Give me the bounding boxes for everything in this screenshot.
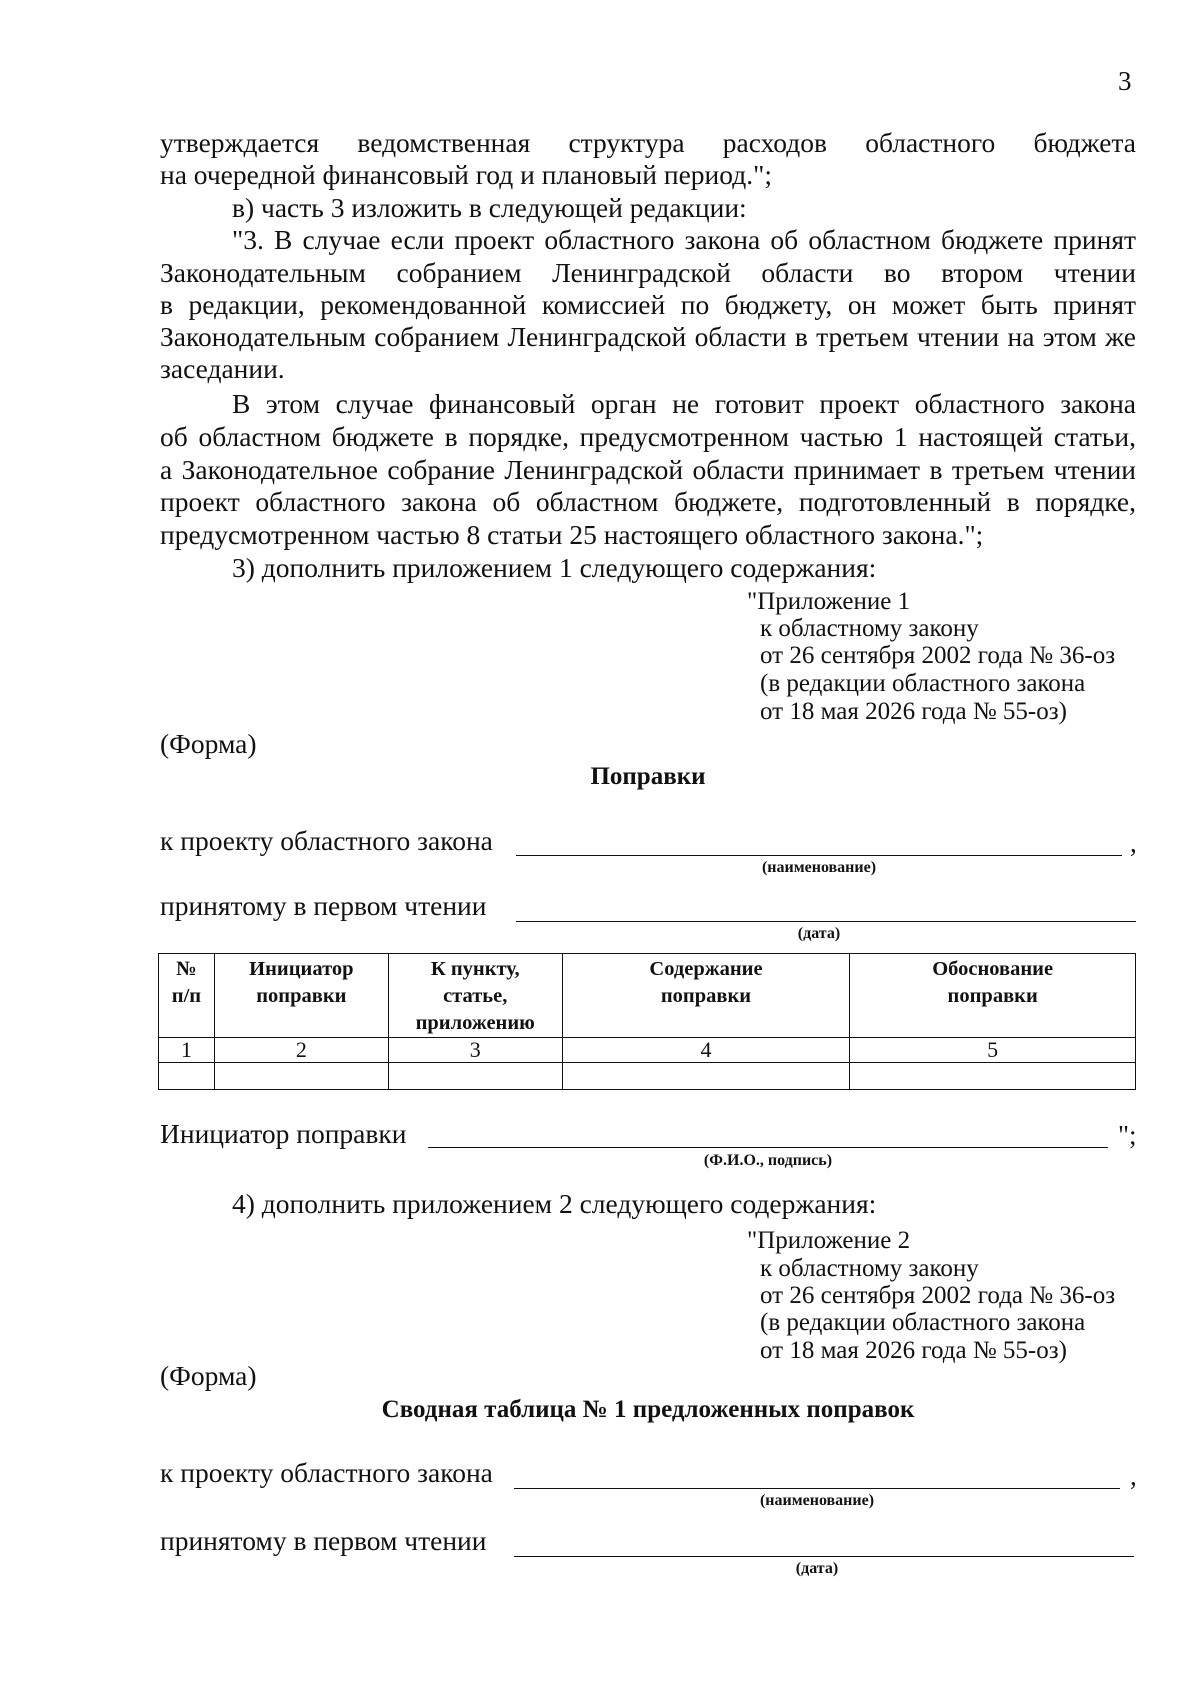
text-line: 3) дополнить приложением 1 следующего содержания: — [232, 552, 877, 583]
form-title: Поправки — [590, 763, 706, 790]
table-header-cell — [214, 954, 388, 1038]
text-line: в) часть 3 изложить в следующей редакции: — [232, 192, 747, 223]
header-text: К пункту, статье, приложению — [415, 958, 535, 1034]
name-blank-line — [514, 1488, 1120, 1489]
table-header-cell — [850, 954, 1136, 1038]
table-cell: 1 — [159, 1038, 215, 1063]
form-title: Сводная таблица № 1 предложенных поправок — [381, 1396, 915, 1423]
text-line: В этом случае финансовый орган не готовит проект областного закона — [232, 388, 1136, 419]
table-header-cell — [159, 954, 215, 1038]
text-line: об областном бюджете в порядке, предусмотренном частью 1 настоящей статьи, — [160, 421, 1136, 452]
table-cell — [214, 1063, 388, 1090]
header-text: № п/п — [171, 958, 202, 1007]
trailing-comma: , — [1130, 828, 1137, 858]
appendix-line: "Приложение 2 — [747, 1227, 911, 1254]
appendix-line: к областному закону — [760, 615, 979, 642]
table-cell — [562, 1063, 850, 1090]
appendix-line: (в редакции областного закона — [760, 670, 1086, 697]
field-caption: (дата) — [797, 925, 841, 942]
table-header-row — [159, 954, 1136, 1038]
text-line: Законодательным собранием Ленинградской области во втором чтении — [160, 257, 1136, 288]
text-line: заседании. — [160, 353, 285, 384]
text-line: а Законодательное собрание Ленинградской области принимает в третьем чтении — [160, 454, 1136, 485]
text-line: на очередной финансовый год и плановый период."; — [160, 159, 772, 190]
trailing-quote: "; — [1118, 1120, 1137, 1150]
name-blank-line — [516, 855, 1122, 856]
header-text: Обоснование поправки — [932, 958, 1054, 1007]
text-line: в редакции, рекомендованной комиссией по бюджету, он может быть принят — [160, 289, 1136, 320]
amendments-table — [158, 953, 1136, 1090]
table-row — [159, 1038, 1136, 1063]
field-caption: (наименование) — [759, 1492, 875, 1509]
date-blank-line — [514, 1556, 1134, 1557]
page-number: 3 — [1118, 66, 1132, 96]
field-label: принятому в первом чтении — [160, 890, 487, 921]
table-cell — [159, 1063, 215, 1090]
field-label: к проекту областного закона — [160, 825, 493, 856]
table-cell — [850, 1063, 1136, 1090]
initiator-label: Инициатор поправки — [160, 1118, 407, 1149]
table-header-cell — [562, 954, 850, 1038]
table-cell: 4 — [562, 1038, 850, 1063]
table-header-cell — [388, 954, 562, 1038]
text-line: предусмотренном частью 8 статьи 25 настоящего областного закона."; — [160, 519, 984, 550]
signature-blank-line — [428, 1147, 1108, 1148]
table-cell: 3 — [388, 1038, 562, 1063]
form-label: (Форма) — [160, 728, 257, 759]
header-text: Инициатор поправки — [249, 958, 354, 1007]
appendix-line: "Приложение 1 — [747, 588, 911, 615]
text-line: 4) дополнить приложением 2 следующего содержания: — [232, 1188, 877, 1219]
appendix-line: (в редакции областного закона — [760, 1309, 1086, 1336]
text-line: утверждается ведомственная структура расходов областного бюджета — [160, 127, 1136, 158]
text-line: "3. В случае если проект областного закона об областном бюджете принят — [232, 224, 1136, 255]
field-caption: (наименование) — [761, 859, 877, 876]
appendix-line: от 26 сентября 2002 года № 36-оз — [760, 1282, 1116, 1309]
form-label: (Форма) — [160, 1360, 257, 1391]
appendix-line: к областному закону — [760, 1255, 979, 1282]
table-cell — [388, 1063, 562, 1090]
field-caption: (дата) — [795, 1560, 839, 1577]
date-blank-line — [516, 921, 1136, 922]
text-line: Законодательным собранием Ленинградской области в третьем чтении на этом же — [160, 321, 1136, 352]
appendix-line: от 18 мая 2026 года № 55-оз) — [760, 1337, 1067, 1364]
trailing-comma: , — [1130, 1461, 1137, 1491]
table-cell: 2 — [214, 1038, 388, 1063]
text-line: проект областного закона об областном бюджете, подготовленный в порядке, — [160, 486, 1136, 517]
table-cell: 5 — [850, 1038, 1136, 1063]
table-row — [159, 1063, 1136, 1090]
field-caption: (Ф.И.О., подпись) — [703, 1152, 833, 1169]
field-label: принятому в первом чтении — [160, 1525, 487, 1556]
header-text: Содержание поправки — [649, 958, 763, 1007]
appendix-line: от 26 сентября 2002 года № 36-оз — [760, 642, 1116, 669]
appendix-line: от 18 мая 2026 года № 55-оз) — [760, 698, 1067, 725]
field-label: к проекту областного закона — [160, 1457, 493, 1488]
